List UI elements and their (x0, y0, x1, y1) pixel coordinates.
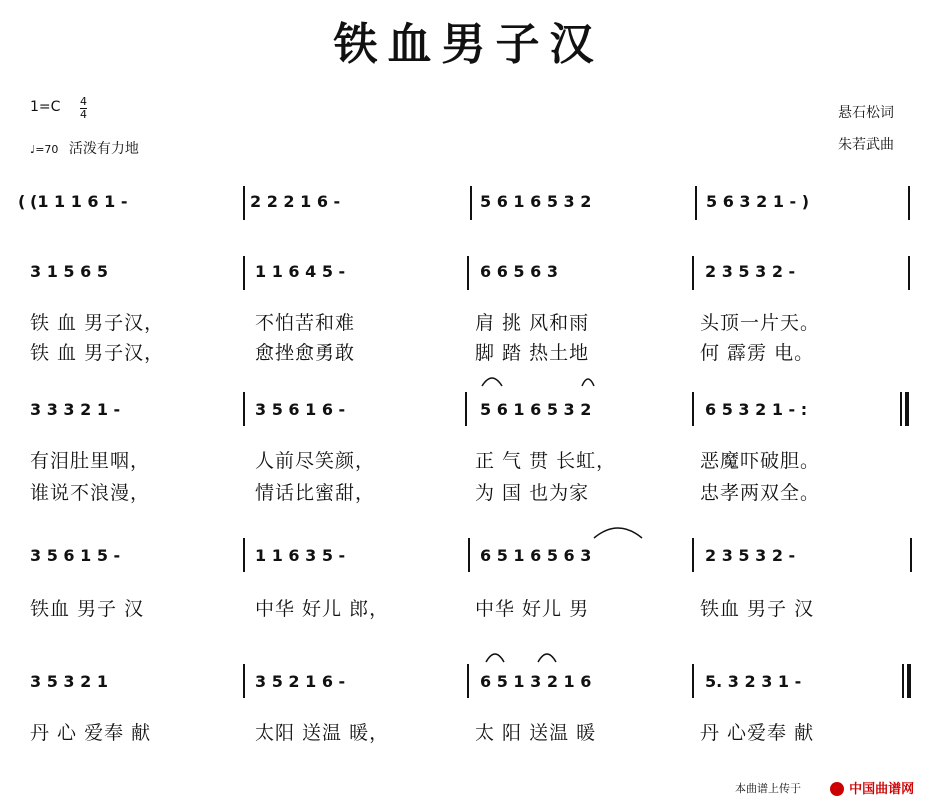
measure-1: 3 5 3 2 1 (30, 672, 108, 691)
measure-4: 5. 3 2 3 1 - (705, 672, 802, 691)
measure-3: 6 6 5 6 3 (480, 262, 558, 281)
barline (910, 538, 912, 572)
barline (243, 186, 245, 220)
lyrics-verse-2: 铁 血 男子汉， 愈挫愈勇敢 脚 踏 热土地 何 霹雳 电。 (30, 342, 815, 364)
measure-1: 3 5 6 1 5 - (30, 546, 121, 565)
measure-3: 5 6 1 6 5 3 2 (480, 400, 592, 419)
tempo-marking: ♩=70 活泼有力地 (30, 141, 139, 157)
site-logo[interactable]: 中国曲谱网 (830, 778, 914, 797)
measure-4: 2 3 5 3 2 - (705, 546, 796, 565)
measure-4: 5 6 3 2 1 - ) (706, 192, 810, 211)
key-signature: 1=C (30, 99, 61, 115)
fermata (580, 372, 596, 388)
measure-1: 3 3 3 2 1 - (30, 400, 121, 419)
measure-3: 5 6 1 6 5 3 2 (480, 192, 592, 211)
notation-line-5 (30, 672, 910, 702)
lyrics-verse-2: 谁说不浪漫， 情话比蜜甜， 为 国 也为家 忠孝两双全。 (30, 482, 821, 504)
time-signature: 4 4 (80, 95, 87, 121)
measure-1: 3 1 5 6 5 (30, 262, 108, 281)
measure-2: 1 1 6 4 5 - (255, 262, 346, 281)
notation-line-4 (30, 546, 910, 576)
slur (592, 522, 644, 540)
final-barline-thin (902, 664, 904, 698)
barline (908, 186, 910, 220)
measure-2: 2 2 2 1 6 - (250, 192, 341, 211)
notation-line-2 (30, 262, 910, 292)
barline (908, 256, 910, 290)
upload-note: 本曲谱上传于 (735, 782, 801, 795)
lyrics-line-4: 铁血 男子 汉 中华 好儿 郎， 中华 好儿 男 铁血 男子 汉 (30, 598, 815, 620)
barline (692, 664, 694, 698)
lyrics-verse-1: 有泪肚里咽， 人前尽笑颜， 正 气 贯 长虹， 恶魔吓破胆。 (30, 450, 821, 472)
logo-icon (830, 782, 844, 796)
measure-2: 3 5 2 1 6 - (255, 672, 346, 691)
measure-3: 6 5 1 6 5 6 3 (480, 546, 592, 565)
barline (465, 392, 467, 426)
measure-4: 2 3 5 3 2 - (705, 262, 796, 281)
barline (243, 392, 245, 426)
measure-2: 1 1 6 3 5 - (255, 546, 346, 565)
barline (692, 392, 694, 426)
repeat-barline (905, 392, 909, 426)
barline (243, 538, 245, 572)
barline (470, 186, 472, 220)
fermata (536, 648, 558, 664)
barline (900, 392, 902, 426)
composer-credit: 朱若武曲 (838, 137, 894, 153)
final-barline-thick (907, 664, 911, 698)
measure-1: (1 1 1 6 1 - (30, 192, 128, 211)
barline (243, 256, 245, 290)
barline (695, 186, 697, 220)
lyrics-line-5: 丹 心 爱奉 献 太阳 送温 暖， 太 阳 送温 暖 丹 心爱奉 献 (30, 722, 815, 744)
measure-2: 3 5 6 1 6 - (255, 400, 346, 419)
barline (692, 538, 694, 572)
page-title: 铁血男子汉 (333, 19, 604, 70)
lyrics-verse-1: 铁 血 男子汉， 不怕苦和难 肩 挑 风和雨 头顶一片天。 (30, 312, 821, 334)
barline (243, 664, 245, 698)
barline (467, 256, 469, 290)
barline (467, 664, 469, 698)
barline (692, 256, 694, 290)
measure-4: 6 5 3 2 1 - : (705, 400, 808, 419)
barline (468, 538, 470, 572)
lyricist-credit: 悬石松词 (838, 105, 894, 121)
fermata (480, 372, 504, 388)
notation-line-intro: ( (1 1 1 6 1 - 2 2 2 1 6 - 5 6 1 6 5 3 2 5 6 3 2 1 - ) (18, 192, 810, 211)
measure-3: 6 5 1 3 2 1 6 (480, 672, 592, 691)
notation-line-3 (30, 400, 910, 430)
fermata (484, 648, 506, 664)
